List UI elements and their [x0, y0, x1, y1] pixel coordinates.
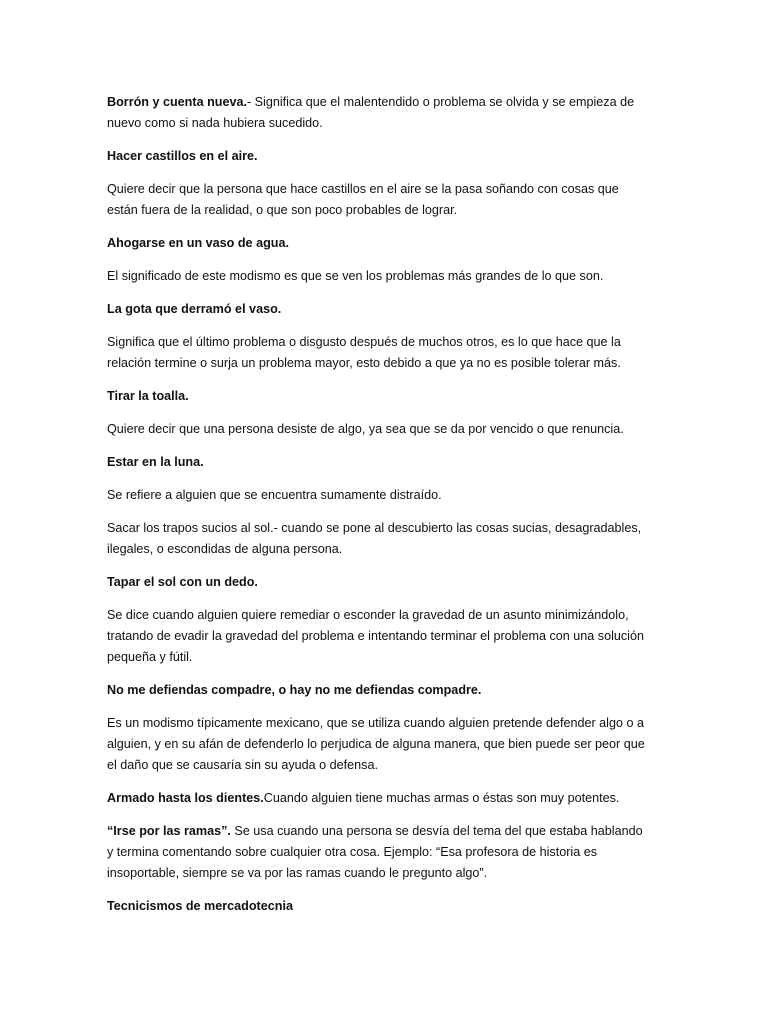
heading-tapar-sol: Tapar el sol con un dedo.	[107, 575, 258, 589]
heading-compadre: No me defiendas compadre, o hay no me defiendas compadre.	[107, 683, 482, 697]
idiom-definition: - Significa que el malentendido o problema se olvida y se empieza de nuevo como si nada hubiera sucedido.	[107, 95, 635, 130]
paragraph-toalla: Quiere decir que una persona desiste de algo, ya sea que se da por vencido o que renuncia.	[107, 422, 624, 436]
heading-castillos: Hacer castillos en el aire.	[107, 149, 258, 163]
paragraph-castillos: Quiere decir que la persona que hace castillos en el aire se la pasa soñando con cosas que están fuera de la realidad, o que son poco probables de lograr.	[107, 182, 619, 217]
paragraph-tapar-sol: Se dice cuando alguien quiere remediar o esconder la gravedad de un asunto minimizándolo, tratando de evadir la gravedad del problema e intentando terminar el problema con una solución pequeña y fútil.	[107, 608, 644, 664]
heading-tecnicismos: Tecnicismos de mercadotecnia	[107, 899, 293, 913]
document-page	[107, 92, 647, 929]
idiom-definition: Cuando alguien tiene muchas armas o éstas son muy potentes.	[263, 791, 620, 805]
paragraph-ahogarse: El significado de este modismo es que se ven los problemas más grandes de lo que son.	[107, 269, 604, 283]
heading-ahogarse: Ahogarse en un vaso de agua.	[107, 236, 289, 250]
paragraph-trapos: Sacar los trapos sucios al sol.- cuando se pone al descubierto las cosas sucias, desagradables, ilegales, o escondidas de alguna persona.	[107, 521, 642, 556]
heading-luna: Estar en la luna.	[107, 455, 204, 469]
idiom-title: “Irse por las ramas”.	[107, 824, 231, 838]
paragraph-armado	[107, 788, 647, 809]
paragraph-ramas	[107, 821, 647, 884]
idiom-title: Armado hasta los dientes.	[107, 791, 264, 805]
heading-toalla: Tirar la toalla.	[107, 389, 189, 403]
idiom-title: Borrón y cuenta nueva.	[107, 95, 247, 109]
paragraph-borron	[107, 92, 647, 134]
heading-gota: La gota que derramó el vaso.	[107, 302, 282, 316]
idiom-definition: Se usa cuando una persona se desvía del tema del que estaba hablando y termina comentando sobre cualquier otra cosa. Ejemplo: “Esa profesora de historia es insoportable, siempre se va por las ramas cuando le pregunto algo”.	[107, 824, 643, 880]
paragraph-luna: Se refiere a alguien que se encuentra sumamente distraído.	[107, 488, 442, 502]
paragraph-gota: Significa que el último problema o disgusto después de muchos otros, es lo que hace que la relación termine o surja un problema mayor, esto debido a que ya no es posible tolerar más.	[107, 335, 621, 370]
paragraph-compadre: Es un modismo típicamente mexicano, que se utiliza cuando alguien pretende defender algo o a alguien, y en su afán de defenderlo lo perjudica de alguna manera, que bien puede ser peor que el daño que se causaría sin su ayuda o defensa.	[107, 716, 645, 772]
